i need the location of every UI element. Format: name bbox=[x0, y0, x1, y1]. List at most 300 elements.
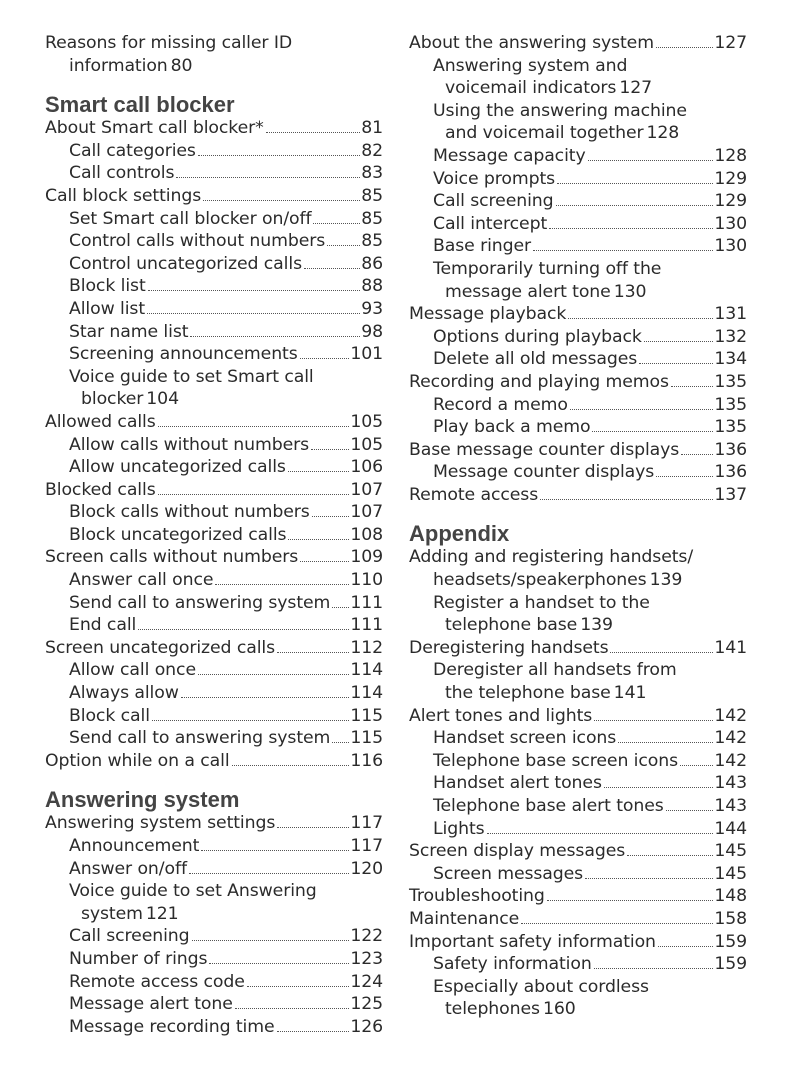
page-number: 130 bbox=[714, 236, 747, 257]
entry-text: Deregistering handsets bbox=[409, 637, 609, 658]
page-number: 159 bbox=[714, 954, 747, 975]
toc-entry[interactable] bbox=[409, 303, 747, 326]
entry-row bbox=[433, 168, 747, 191]
entry-text: Screening announcements bbox=[69, 344, 298, 365]
dot-leader bbox=[201, 850, 349, 851]
page-number: 85 bbox=[361, 185, 383, 206]
page-number: 142 bbox=[714, 705, 747, 726]
entry-text: Base message counter displays bbox=[409, 439, 680, 460]
dot-leader bbox=[288, 539, 349, 540]
entry-row bbox=[69, 971, 383, 994]
dot-leader bbox=[181, 697, 350, 698]
dot-leader bbox=[594, 968, 714, 969]
toc-subentry[interactable] bbox=[45, 230, 383, 253]
page-number: 129 bbox=[714, 191, 747, 212]
page-number: 120 bbox=[350, 858, 383, 879]
entry-text: Screen calls without numbers bbox=[45, 547, 299, 568]
dot-leader bbox=[232, 765, 350, 766]
entry-text: Set Smart call blocker on/off bbox=[69, 208, 312, 229]
page-number: 81 bbox=[361, 118, 383, 139]
entry-row bbox=[433, 326, 747, 349]
entry-row bbox=[69, 162, 383, 185]
entry-text: Especially about cordless bbox=[433, 976, 649, 997]
entry-row bbox=[69, 253, 383, 276]
toc-subentry[interactable] bbox=[409, 795, 747, 818]
toc-subentry[interactable] bbox=[45, 592, 383, 615]
entry-text: Safety information bbox=[433, 954, 592, 975]
toc-subentry[interactable] bbox=[409, 190, 747, 213]
entry-row bbox=[409, 885, 747, 908]
entry-row bbox=[69, 592, 383, 615]
entry-row bbox=[69, 343, 383, 366]
page-number: 128 bbox=[714, 145, 747, 166]
dot-leader bbox=[639, 363, 713, 364]
entry-text: Remote access code bbox=[69, 971, 245, 992]
toc-entry[interactable] bbox=[45, 812, 383, 835]
toc-subentry[interactable] bbox=[45, 275, 383, 298]
dot-leader bbox=[570, 409, 713, 410]
page-number: 136 bbox=[714, 439, 747, 460]
dot-leader bbox=[327, 245, 360, 246]
dot-leader bbox=[247, 986, 350, 987]
toc-subentry[interactable] bbox=[45, 858, 383, 881]
toc-subentry[interactable] bbox=[45, 253, 383, 276]
toc-subentry[interactable] bbox=[45, 140, 383, 163]
entry-text: Blocked calls bbox=[45, 479, 156, 500]
entry-row bbox=[409, 908, 747, 931]
toc-subentry[interactable] bbox=[45, 569, 383, 592]
toc-subentry[interactable] bbox=[409, 863, 747, 886]
entry-text: Base ringer bbox=[433, 236, 532, 257]
entry-text: End call bbox=[69, 615, 137, 636]
entry-text: Screen messages bbox=[433, 863, 584, 884]
dot-leader bbox=[277, 652, 349, 653]
entry-text: Answering system and bbox=[433, 55, 628, 76]
entry-text: Maintenance bbox=[409, 908, 520, 929]
toc-entry[interactable] bbox=[45, 637, 383, 660]
dot-leader bbox=[540, 499, 713, 500]
entry-row bbox=[433, 394, 747, 417]
page-number: 141 bbox=[714, 637, 747, 658]
page-number: 159 bbox=[714, 931, 747, 952]
toc-subentry[interactable] bbox=[409, 213, 747, 236]
page-number: 98 bbox=[361, 321, 383, 342]
toc-entry[interactable] bbox=[409, 371, 747, 394]
page-number: 130 bbox=[714, 213, 747, 234]
toc-subentry[interactable] bbox=[45, 321, 383, 344]
toc-subentry[interactable] bbox=[409, 750, 747, 773]
entry-row bbox=[69, 434, 383, 457]
toc-entry[interactable] bbox=[409, 484, 747, 507]
entry-text: Message recording time bbox=[69, 1016, 275, 1037]
entry-text: telephones bbox=[445, 999, 540, 1020]
entry-text: Call controls bbox=[69, 163, 175, 184]
page-number: 131 bbox=[714, 304, 747, 325]
toc-subentry[interactable] bbox=[409, 772, 747, 795]
entry-row bbox=[433, 772, 747, 795]
toc-entry[interactable] bbox=[409, 439, 747, 462]
entry-text: Allow uncategorized calls bbox=[69, 457, 286, 478]
page-number: 126 bbox=[350, 1016, 383, 1037]
toc-entry[interactable] bbox=[409, 637, 747, 660]
page-number: 88 bbox=[361, 276, 383, 297]
entry-text: Allow calls without numbers bbox=[69, 434, 310, 455]
toc-entry[interactable] bbox=[409, 705, 747, 728]
dot-leader bbox=[547, 900, 714, 901]
dot-leader bbox=[549, 228, 713, 229]
toc-subentry[interactable] bbox=[45, 32, 383, 77]
toc-entry[interactable] bbox=[45, 411, 383, 434]
entry-text: Allow list bbox=[69, 298, 146, 319]
toc-subentry[interactable] bbox=[409, 348, 747, 371]
entry-row bbox=[69, 208, 383, 231]
toc-subentry[interactable] bbox=[409, 592, 747, 637]
page-number: 105 bbox=[350, 411, 383, 432]
entry-row bbox=[69, 456, 383, 479]
toc-subentry[interactable] bbox=[45, 208, 383, 231]
dot-leader bbox=[533, 250, 713, 251]
toc-subentry[interactable] bbox=[45, 880, 383, 925]
toc-subentry[interactable] bbox=[409, 258, 747, 303]
toc-subentry[interactable] bbox=[45, 456, 383, 479]
page-number: 85 bbox=[361, 208, 383, 229]
toc-subentry[interactable] bbox=[409, 145, 747, 168]
page-number: 121 bbox=[145, 903, 179, 924]
entry-text: Temporarily turning off the bbox=[433, 258, 662, 279]
entry-text: Block uncategorized calls bbox=[69, 524, 287, 545]
entry-text: Register a handset to the bbox=[433, 592, 650, 613]
page-number: 130 bbox=[613, 281, 647, 302]
page-number: 144 bbox=[714, 818, 747, 839]
entry-row bbox=[409, 637, 747, 660]
dot-leader bbox=[332, 742, 349, 743]
dot-leader bbox=[300, 358, 350, 359]
toc-subentry[interactable] bbox=[45, 659, 383, 682]
entry-text: Message playback bbox=[409, 304, 567, 325]
dot-leader bbox=[313, 223, 360, 224]
dot-leader bbox=[209, 963, 349, 964]
dot-leader bbox=[215, 584, 349, 585]
toc-subentry[interactable] bbox=[409, 416, 747, 439]
toc-subentry[interactable] bbox=[409, 100, 747, 145]
toc-entry[interactable] bbox=[409, 908, 747, 931]
entry-text: and voicemail together bbox=[445, 123, 644, 144]
page-number: 114 bbox=[350, 683, 383, 704]
entry-text: Always allow bbox=[69, 683, 179, 704]
page-number: 128 bbox=[646, 123, 680, 144]
entry-row bbox=[409, 32, 747, 55]
toc-subentry[interactable] bbox=[45, 501, 383, 524]
toc-subentry[interactable] bbox=[45, 162, 383, 185]
dot-leader bbox=[332, 607, 349, 608]
toc-subentry[interactable] bbox=[45, 1016, 383, 1039]
page-number: 134 bbox=[714, 349, 747, 370]
page-number: 83 bbox=[361, 163, 383, 184]
entry-text: Answering system settings bbox=[45, 813, 276, 834]
page-number: 135 bbox=[714, 417, 747, 438]
entry-text: Message counter displays bbox=[433, 462, 655, 483]
entry-row bbox=[69, 903, 383, 926]
toc-subentry[interactable] bbox=[409, 953, 747, 976]
page-number: 106 bbox=[350, 457, 383, 478]
toc-subentry[interactable] bbox=[45, 298, 383, 321]
entry-row bbox=[45, 479, 383, 502]
toc-subentry[interactable] bbox=[45, 993, 383, 1016]
toc-subentry[interactable] bbox=[409, 727, 747, 750]
page-number: 141 bbox=[613, 683, 647, 704]
entry-row bbox=[69, 140, 383, 163]
dot-leader bbox=[658, 946, 713, 947]
entry-text: Using the answering machine bbox=[433, 100, 687, 121]
entry-row bbox=[433, 818, 747, 841]
entry-text: Control uncategorized calls bbox=[69, 253, 302, 274]
dot-leader bbox=[627, 855, 713, 856]
entry-text: Telephone base alert tones bbox=[433, 796, 664, 816]
entry-row bbox=[69, 524, 383, 547]
entry-row bbox=[45, 546, 383, 569]
entry-text: Reasons for missing caller ID bbox=[45, 33, 293, 53]
toc-subentry[interactable] bbox=[409, 818, 747, 841]
entry-text: Voice prompts bbox=[433, 168, 556, 189]
page-number: 139 bbox=[580, 615, 613, 636]
entry-row bbox=[69, 321, 383, 344]
dot-leader bbox=[300, 561, 349, 562]
page-number: 86 bbox=[361, 253, 383, 274]
page-number: 143 bbox=[714, 796, 747, 816]
toc-subentry[interactable] bbox=[409, 326, 747, 349]
dot-leader bbox=[304, 268, 360, 269]
entry-row bbox=[69, 1016, 383, 1039]
page-number: 107 bbox=[350, 502, 383, 523]
page-number: 127 bbox=[714, 33, 747, 53]
toc-subentry[interactable] bbox=[409, 235, 747, 258]
entry-row bbox=[69, 682, 383, 705]
page-number: 116 bbox=[350, 750, 383, 771]
toc-subentry[interactable] bbox=[45, 705, 383, 728]
entry-text: Record a memo bbox=[433, 394, 568, 415]
dot-leader bbox=[277, 827, 349, 828]
dot-leader bbox=[148, 290, 361, 291]
entry-text: Number of rings bbox=[69, 948, 208, 969]
dot-leader bbox=[556, 205, 714, 206]
entry-text: system bbox=[81, 903, 143, 924]
dot-leader bbox=[147, 313, 360, 314]
entry-row bbox=[433, 145, 747, 168]
entry-text: Lights bbox=[433, 818, 485, 839]
toc-subentry[interactable] bbox=[45, 434, 383, 457]
toc-entry[interactable] bbox=[409, 931, 747, 954]
page-number: 160 bbox=[542, 999, 576, 1020]
entry-text: Message alert tone bbox=[69, 994, 233, 1015]
entry-row bbox=[69, 993, 383, 1016]
toc-subentry[interactable] bbox=[45, 614, 383, 637]
entry-row bbox=[45, 637, 383, 660]
entry-text: Call intercept bbox=[433, 213, 548, 234]
dot-leader bbox=[158, 494, 350, 495]
toc-column-right bbox=[409, 32, 747, 1021]
toc-subentry[interactable] bbox=[409, 394, 747, 417]
entry-text: Handset screen icons bbox=[433, 728, 617, 749]
entry-row bbox=[69, 705, 383, 728]
entry-text: Deregister all handsets from bbox=[433, 660, 677, 681]
page-number: 115 bbox=[350, 728, 383, 749]
toc-subentry[interactable] bbox=[409, 55, 747, 100]
page-number: 93 bbox=[361, 298, 383, 319]
entry-text: Telephone base screen icons bbox=[433, 750, 679, 771]
entry-text: telephone base bbox=[445, 615, 578, 636]
page-number: 122 bbox=[350, 926, 383, 947]
page-number: 112 bbox=[350, 637, 383, 658]
entry-row bbox=[433, 953, 747, 976]
toc-entry[interactable] bbox=[409, 546, 747, 591]
toc-subentry[interactable] bbox=[45, 925, 383, 948]
dot-leader bbox=[656, 476, 713, 477]
entry-row bbox=[433, 795, 747, 818]
entry-text: Options during playback bbox=[433, 326, 642, 347]
dot-leader bbox=[644, 341, 714, 342]
dot-leader bbox=[604, 787, 713, 788]
entry-text: Send call to answering system bbox=[69, 728, 331, 749]
section-heading: Appendix bbox=[409, 521, 510, 547]
toc-entry[interactable] bbox=[45, 750, 383, 773]
entry-row bbox=[433, 213, 747, 236]
entry-row bbox=[409, 840, 747, 863]
page-number: 143 bbox=[714, 773, 747, 794]
entry-text: Alert tones and lights bbox=[409, 705, 593, 726]
entry-text: message alert tone bbox=[445, 281, 611, 302]
entry-row bbox=[433, 863, 747, 886]
page-number: 135 bbox=[714, 371, 747, 392]
page-number: 148 bbox=[714, 886, 747, 907]
entry-text: Call block settings bbox=[45, 185, 202, 206]
dot-leader bbox=[176, 177, 360, 178]
page-number: 145 bbox=[714, 863, 747, 884]
entry-text: Play back a memo bbox=[433, 417, 591, 438]
toc-subentry[interactable] bbox=[45, 343, 383, 366]
page-number: 135 bbox=[714, 394, 747, 415]
entry-text: Block calls without numbers bbox=[69, 502, 310, 523]
section-heading: Smart call blocker bbox=[45, 92, 235, 118]
toc-subentry[interactable] bbox=[409, 168, 747, 191]
entry-text: Screen display messages bbox=[409, 841, 626, 862]
toc-entry[interactable] bbox=[45, 185, 383, 208]
entry-row bbox=[69, 501, 383, 524]
toc-subentry[interactable] bbox=[45, 971, 383, 994]
toc-entry[interactable] bbox=[45, 117, 383, 140]
entry-row bbox=[433, 190, 747, 213]
page-number: 132 bbox=[714, 326, 747, 347]
section-heading: Answering system bbox=[45, 787, 240, 813]
entry-row bbox=[433, 682, 747, 705]
entry-row bbox=[409, 931, 747, 954]
page-number: 117 bbox=[350, 813, 383, 834]
toc-subentry[interactable] bbox=[45, 727, 383, 750]
page-number: 104 bbox=[146, 389, 179, 410]
entry-row bbox=[69, 230, 383, 253]
dot-leader bbox=[312, 516, 350, 517]
toc-subentry[interactable] bbox=[45, 835, 383, 858]
dot-leader bbox=[666, 810, 714, 811]
page-number: 114 bbox=[350, 660, 383, 681]
entry-text: Screen uncategorized calls bbox=[45, 637, 276, 658]
dot-leader bbox=[277, 1031, 350, 1032]
entry-row bbox=[409, 303, 747, 326]
dot-leader bbox=[592, 431, 713, 432]
page-number: 136 bbox=[714, 462, 747, 483]
page-number: 110 bbox=[350, 570, 383, 591]
toc-entry[interactable] bbox=[45, 479, 383, 502]
dot-leader bbox=[594, 720, 713, 721]
page-number: 117 bbox=[350, 836, 383, 856]
entry-text: About the answering system bbox=[409, 33, 654, 53]
page-number: 109 bbox=[350, 547, 383, 568]
entry-row bbox=[69, 659, 383, 682]
toc-subentry[interactable] bbox=[409, 461, 747, 484]
page-number: 125 bbox=[350, 994, 383, 1015]
page-number: 111 bbox=[350, 615, 383, 636]
page-number: 115 bbox=[350, 705, 383, 726]
entry-text: Option while on a call bbox=[45, 750, 230, 771]
toc-subentry[interactable] bbox=[409, 976, 747, 1021]
toc-entry[interactable] bbox=[409, 885, 747, 908]
toc-subentry[interactable] bbox=[45, 366, 383, 411]
entry-row bbox=[45, 411, 383, 434]
entry-text: Send call to answering system bbox=[69, 592, 331, 613]
entry-row bbox=[69, 614, 383, 637]
entry-text: Call screening bbox=[433, 191, 554, 212]
page-number: 80 bbox=[170, 55, 193, 76]
toc-subentry[interactable] bbox=[45, 948, 383, 971]
toc-subentry[interactable] bbox=[45, 524, 383, 547]
dot-leader bbox=[568, 318, 713, 319]
dot-leader bbox=[585, 878, 713, 879]
entry-row bbox=[409, 439, 747, 462]
dot-leader bbox=[521, 923, 713, 924]
entry-text: Adding and registering handsets/ bbox=[409, 547, 694, 568]
entry-text: Message capacity bbox=[433, 145, 586, 166]
entry-row bbox=[45, 117, 383, 140]
page-number: 108 bbox=[350, 524, 383, 545]
entry-row bbox=[69, 858, 383, 881]
entry-row bbox=[45, 750, 383, 773]
page-number: 101 bbox=[350, 344, 383, 365]
entry-row bbox=[433, 235, 747, 258]
entry-row bbox=[433, 461, 747, 484]
toc-subentry[interactable] bbox=[45, 682, 383, 705]
entry-text: Allow call once bbox=[69, 660, 196, 681]
entry-row bbox=[433, 727, 747, 750]
page-number: 127 bbox=[619, 78, 653, 99]
entry-row bbox=[69, 275, 383, 298]
toc-entry[interactable] bbox=[409, 840, 747, 863]
dot-leader bbox=[266, 132, 361, 133]
entry-row bbox=[433, 122, 747, 145]
toc-subentry[interactable] bbox=[409, 659, 747, 704]
entry-text: Allowed calls bbox=[45, 411, 156, 432]
toc-entry[interactable] bbox=[45, 546, 383, 569]
toc-entry[interactable] bbox=[409, 32, 747, 55]
page-number: 124 bbox=[350, 971, 383, 992]
dot-leader bbox=[192, 940, 350, 941]
dot-leader bbox=[681, 454, 713, 455]
entry-text: information bbox=[69, 55, 168, 76]
entry-text: blocker bbox=[81, 389, 144, 410]
page-number: 145 bbox=[714, 841, 747, 862]
dot-leader bbox=[198, 155, 360, 156]
page-number: 123 bbox=[350, 948, 383, 969]
page-number: 111 bbox=[350, 592, 383, 613]
dot-leader bbox=[190, 336, 360, 337]
